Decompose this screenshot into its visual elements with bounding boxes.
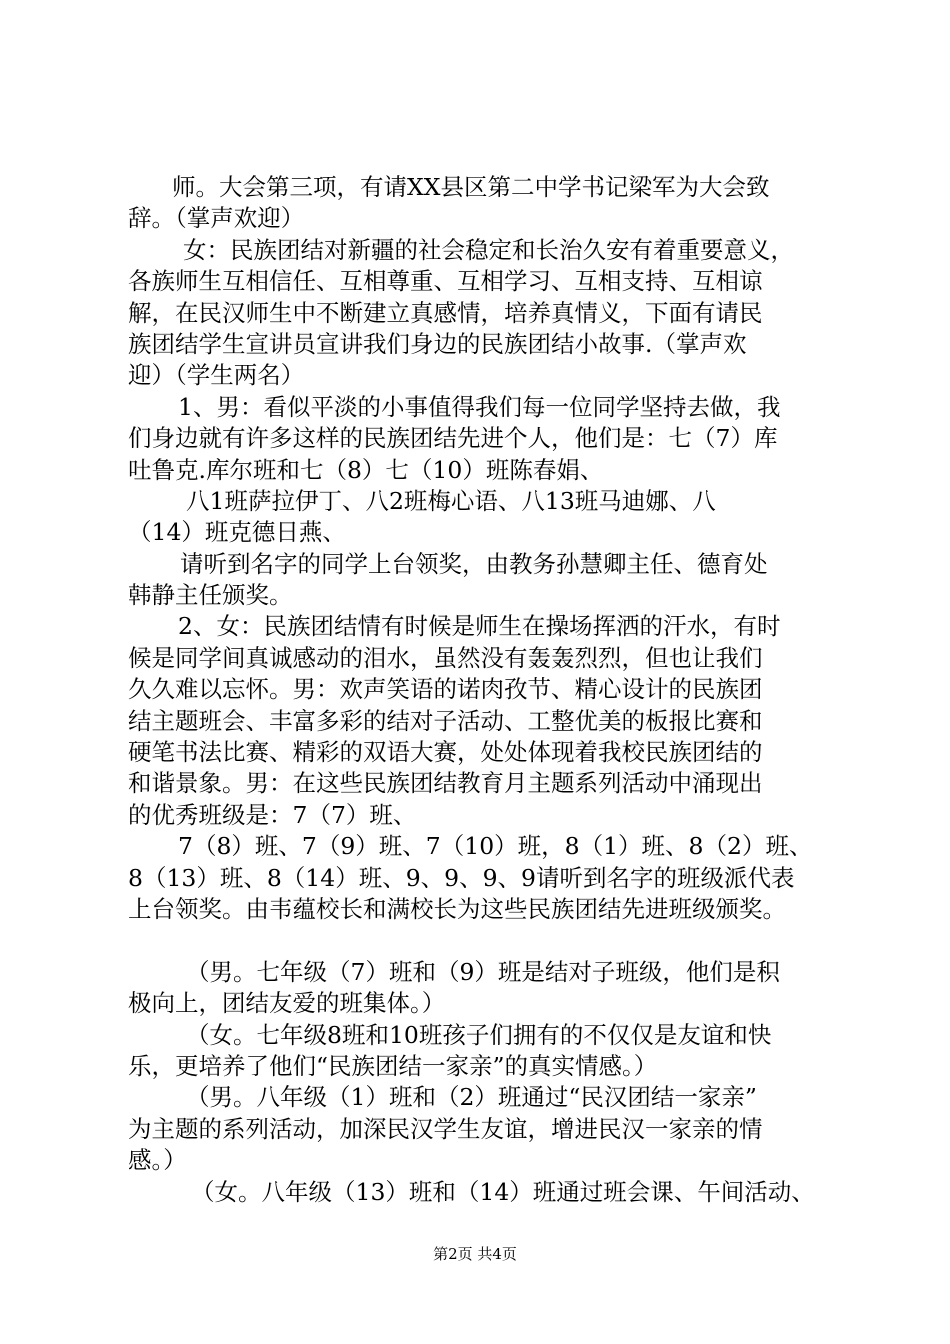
text-line: 八1班萨拉伊丁、八2班梅心语、八13班马迪娜、八 bbox=[186, 486, 716, 515]
text-line: 迎）（学生两名） bbox=[128, 361, 305, 390]
text-line: 们身边就有许多这样的民族团结先进个人，他们是：七（7）库 bbox=[128, 424, 778, 453]
text-line: 韩静主任颁奖。 bbox=[128, 581, 293, 610]
text-line: 2、女：民族团结情有时候是师生在操场挥洒的汗水，有时 bbox=[178, 612, 781, 641]
text-line: 请听到名字的同学上台领奖，由教务孙慧卿主任、德育处 bbox=[180, 549, 768, 578]
text-line: 和谐景象。男：在这些民族团结教育月主题系列活动中涌现出 bbox=[128, 769, 763, 798]
text-line: 的优秀班级是：7（7）班、 bbox=[128, 800, 417, 829]
page-footer: 第2页 共4页 bbox=[433, 1245, 517, 1263]
paragraph-gap bbox=[128, 925, 850, 956]
text-line: （男。七年级（7）班和（9）班是结对子班级，他们是积 bbox=[186, 957, 780, 986]
text-line: 7（8）班、7（9）班、7（10）班，8（1）班、8（2）班、 bbox=[178, 832, 813, 861]
text-line: 久久难以忘怀。男：欢声笑语的诺肉孜节、精心设计的民族团 bbox=[128, 675, 763, 704]
text-line: 极向上，团结友爱的班集体。） bbox=[128, 989, 446, 1018]
text-line: （女。七年级8班和10班孩子们拥有的不仅仅是友谊和快 bbox=[186, 1020, 772, 1049]
text-line: 感。） bbox=[128, 1146, 187, 1175]
text-line: 候是同学间真诚感动的泪水，虽然没有轰轰烈烈，但也让我们 bbox=[128, 643, 763, 672]
text-line: （14）班克德日燕、 bbox=[128, 518, 346, 547]
text-line: 8（13）班、8（14）班、9、9、9、9请听到名字的班级派代表 bbox=[128, 863, 795, 892]
text-line: 辞。（掌声欢迎） bbox=[128, 204, 305, 233]
text-line: 1、男：看似平淡的小事值得我们每一位同学坚持去做，我 bbox=[178, 392, 781, 421]
document-body bbox=[128, 172, 850, 1208]
text-line: 吐鲁克.库尔班和七（8）七（10）班陈春娟、 bbox=[128, 455, 604, 484]
text-line: 各族师生互相信任、互相尊重、互相学习、互相支持、互相谅 bbox=[128, 267, 763, 296]
text-line: 解，在民汉师生中不断建立真感情，培养真情义，下面有请民 bbox=[128, 298, 763, 327]
text-line: （女。八年级（13）班和（14）班通过班会课、午间活动、 bbox=[191, 1177, 815, 1206]
text-line: （男。八年级（1）班和（2）班通过“民汉团结一家亲” bbox=[186, 1083, 757, 1112]
text-line: 族团结学生宣讲员宣讲我们身边的民族团结小故事.（掌声欢 bbox=[128, 329, 747, 358]
text-line: 结主题班会、丰富多彩的结对子活动、工整优美的板报比赛和 bbox=[128, 706, 763, 735]
text-line: 上台领奖。由韦蕴校长和满校长为这些民族团结先进班级颁奖。 bbox=[128, 894, 786, 923]
text-line: 师。大会第三项，有请XX县区第二中学书记梁军为大会致 bbox=[172, 173, 770, 201]
text-line: 硬笔书法比赛、精彩的双语大赛，处处体现着我校民族团结的 bbox=[128, 738, 763, 767]
text-line: 女：民族团结对新疆的社会稳定和长治久安有着重要意义， bbox=[183, 235, 794, 264]
text-line: 为主题的系列活动，加深民汉学生友谊，增进民汉一家亲的情 bbox=[128, 1114, 763, 1143]
text-line: 乐，更培养了他们“民族团结一家亲”的真实情感。） bbox=[128, 1051, 658, 1080]
